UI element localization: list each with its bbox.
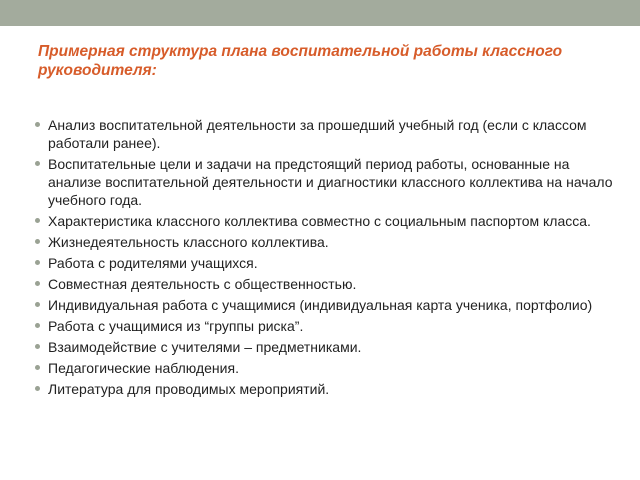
slide-top-bar xyxy=(0,0,640,26)
list-item-text: Взаимодействие с учителями – предметниками. xyxy=(48,339,362,355)
list-item-text: Педагогические наблюдения. xyxy=(48,360,239,376)
list-item xyxy=(34,380,614,398)
bullet-icon xyxy=(35,122,40,127)
bullet-icon xyxy=(35,218,40,223)
list-item xyxy=(34,116,614,152)
slide-title: Примерная структура плана воспитательной работы классного руководителя: xyxy=(38,43,563,79)
list-item xyxy=(34,254,614,272)
list-item-text: Работа с родителями учащихся. xyxy=(48,255,258,271)
bullet-icon xyxy=(35,386,40,391)
bullet-list xyxy=(34,116,614,401)
list-item-text: Литература для проводимых мероприятий. xyxy=(48,381,330,397)
bullet-icon xyxy=(35,344,40,349)
list-item-text: Работа с учащимися из “группы риска”. xyxy=(48,318,304,334)
list-item xyxy=(34,317,614,335)
list-item xyxy=(34,338,614,356)
list-item xyxy=(34,212,614,230)
bullet-icon xyxy=(35,281,40,286)
list-item-text: Индивидуальная работа с учащимися (индивидуальная карта ученика, портфолио) xyxy=(48,297,593,313)
bullet-icon xyxy=(35,365,40,370)
list-item xyxy=(34,296,614,314)
list-item xyxy=(34,233,614,251)
bullet-icon xyxy=(35,302,40,307)
bullet-icon xyxy=(35,239,40,244)
list-item-text: Воспитательные цели и задачи на предстоящий период работы, основанные на анализе воспитательной деятельности и диагностики классного коллектива на начало учебного года. xyxy=(48,156,613,208)
list-item-text: Анализ воспитательной деятельности за прошедший учебный год (если с классом работали ранее). xyxy=(48,117,587,151)
bullet-icon xyxy=(35,260,40,265)
bullet-icon xyxy=(35,323,40,328)
list-item-text: Совместная деятельность с общественностью. xyxy=(48,276,357,292)
list-item xyxy=(34,275,614,293)
list-item xyxy=(34,155,614,209)
list-item-text: Характеристика классного коллектива совместно с социальным паспортом класса. xyxy=(48,213,591,229)
list-item xyxy=(34,359,614,377)
bullet-icon xyxy=(35,161,40,166)
list-item-text: Жизнедеятельность классного коллектива. xyxy=(48,234,329,250)
